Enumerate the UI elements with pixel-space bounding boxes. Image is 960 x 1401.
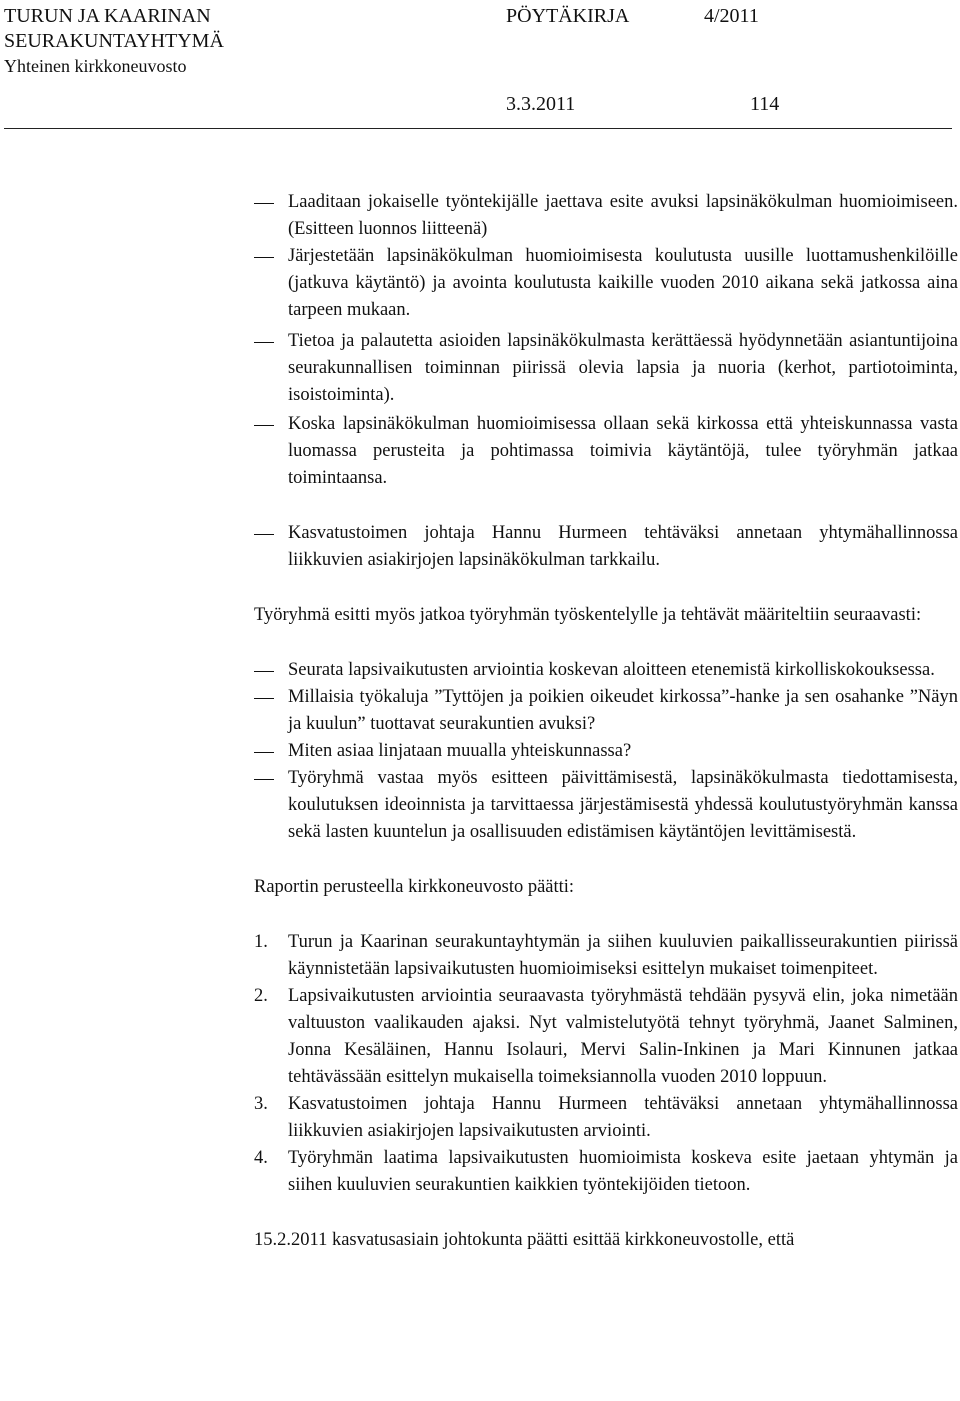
document-body xyxy=(254,189,958,1254)
header-organization-line2: SEURAKUNTAYHTYMÄ xyxy=(4,30,224,52)
decision-text: Kasvatustoimen johtaja Hannu Hurmeen tehtäväksi annetaan yhtymähallinnossa liikkuvien asiakirjojen lapsivaikutusten arviointi. xyxy=(288,1094,958,1141)
list-item xyxy=(254,411,958,492)
list-item xyxy=(254,189,958,243)
decision-number: 3. xyxy=(254,1094,268,1114)
decision-text: Turun ja Kaarinan seurakuntayhtymän ja siihen kuuluvien paikallisseurakuntien piirissä käynnistetään lapsivaikutusten huomioimiseksi esittelyn mukaiset toimenpiteet. xyxy=(288,932,958,979)
workgroup-tasks-list xyxy=(254,657,958,846)
decision-number: 1. xyxy=(254,932,268,952)
decision-text: Lapsivaikutusten arviointia seuraavasta työryhmästä tehdään pysyvä elin, joka nimetään valtuuston vaalikauden ajaksi. Nyt valmistelutyötä tehnyt työryhmä, Jaanet Salminen, Jonna Kesäläinen, Hannu Isolauri, Mervi Salin-Inkinen ja Mari Kinnunen jatkaa tehtävässään esittelyn mukaisella toimeksiannolla vuoden 2010 loppuun. xyxy=(288,986,958,1087)
list-item-text: Seurata lapsivaikutusten arviointia koskevan aloitteen etenemistä kirkolliskokouksessa. xyxy=(288,660,935,680)
list-item-text: Miten asiaa linjataan muualla yhteiskunnassa? xyxy=(288,741,632,761)
decision-number: 4. xyxy=(254,1148,268,1168)
decision-item xyxy=(254,1091,958,1145)
page-header xyxy=(4,4,954,117)
decision-item xyxy=(254,1145,958,1199)
list-item xyxy=(254,684,958,738)
list-item-text: Koska lapsinäkökulman huomioimisessa ollaan sekä kirkossa että yhteiskunnassa vasta luomassa perusteita ja pohtimassa toimivia käytäntöjä, tulee työryhmän jatkaa toimintaansa. xyxy=(288,414,958,488)
header-divider xyxy=(4,128,952,129)
list-item-text: Kasvatustoimen johtaja Hannu Hurmeen tehtäväksi annetaan yhtymähallinnossa liikkuvien asiakirjojen lapsinäkökulman tarkkailu. xyxy=(288,523,958,570)
decision-item xyxy=(254,983,958,1091)
decision-intro: Raportin perusteella kirkkoneuvosto päätti: xyxy=(254,877,575,897)
measures-list-continued xyxy=(254,520,958,574)
header-organization-line1: TURUN JA KAARINAN xyxy=(4,5,211,27)
decision-number: 2. xyxy=(254,986,268,1006)
header-page-number: 114 xyxy=(750,93,780,115)
decision-item xyxy=(254,929,958,983)
workgroup-paragraph: Työryhmä esitti myös jatkoa työryhmän työskentelylle ja tehtävät määriteltiin seuraavasti: xyxy=(254,605,922,625)
decisions-list xyxy=(254,929,958,1199)
list-item xyxy=(254,328,958,409)
header-document-number: 4/2011 xyxy=(704,5,759,27)
list-item-text: Laaditaan jokaiselle työntekijälle jaettava esite avuksi lapsinäkökulman huomioimiseen. (Esitteen luonnos liitteenä) xyxy=(288,192,958,239)
header-document-type: PÖYTÄKIRJA xyxy=(506,5,630,27)
list-item xyxy=(254,765,958,846)
list-item xyxy=(254,520,958,574)
list-item xyxy=(254,243,958,324)
list-item xyxy=(254,738,958,765)
list-item-text: Tietoa ja palautetta asioiden lapsinäkökulmasta kerättäessä hyödynnetään asiantuntijoina seurakunnallisen toiminnan piirissä olevia lapsia ja nuoria (kerhot, partiotoiminta, isoistoiminta). xyxy=(288,331,958,405)
decision-text: Työryhmän laatima lapsivaikutusten huomioimista koskeva esite jaetaan yhtymän ja siihen kuuluvien seurakuntien kaikkien työntekijöiden tietoon. xyxy=(288,1148,958,1195)
measures-list xyxy=(254,189,958,492)
list-item-text: Työryhmä vastaa myös esitteen päivittämisestä, lapsinäkökulmasta tiedottamisesta, koulutuksen ideoinnista ja tarvittaessa järjestämisestä yhdessä koulutustyöryhmän kanssa sekä lasten kuuntelun ja osallisuuden edistämisen käytäntöjen levittämisestä. xyxy=(288,768,958,842)
list-item-text: Millaisia työkaluja ”Tyttöjen ja poikien oikeudet kirkossa”-hanke ja sen osahanke ”Näyn ja kuulun” tuottavat seurakuntien avuksi? xyxy=(288,687,958,734)
header-board-name: Yhteinen kirkkoneuvosto xyxy=(4,56,187,76)
header-date: 3.3.2011 xyxy=(506,93,576,115)
list-item xyxy=(254,657,958,684)
list-item-text: Järjestetään lapsinäkökulman huomioimisesta koulutusta uusille luottamushenkilöille (jatkuva käytäntö) ja avointa koulutusta kaikille vuoden 2010 aikana sekä jatkossa aina tarpeen mukaan. xyxy=(288,246,958,320)
final-paragraph: 15.2.2011 kasvatusasiain johtokunta päätti esittää kirkkoneuvostolle, että xyxy=(254,1230,795,1250)
